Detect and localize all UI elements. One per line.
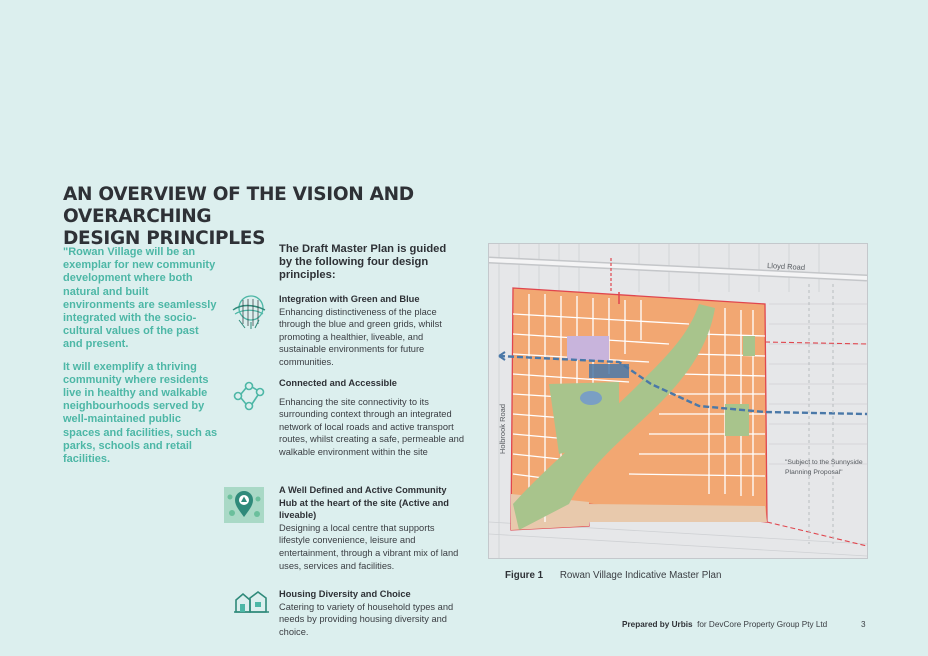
vision-quote (63, 246, 221, 475)
network-connection-icon (232, 380, 266, 412)
master-plan-figure (488, 243, 868, 559)
figure-number: Figure 1 (505, 570, 544, 581)
community-hub-pin-icon (224, 487, 264, 523)
principle-community-hub (279, 484, 464, 572)
page-footer (622, 620, 827, 629)
page-title-line-2: DESIGN PRINCIPLES (63, 228, 266, 249)
green-blue-integration-icon (229, 292, 269, 330)
principle-heading: A Well Defined and Active Community Hub at the heart of the site (Active and liveable) (279, 485, 449, 521)
vision-quote-paragraph-1: "Rowan Village will be an exemplar for new community development where both natural and built environments are seamlessly integrated with the socio-cultural values of the past and present. (63, 246, 217, 351)
prepared-by: Prepared by Urbis (622, 620, 693, 629)
principles-intro: The Draft Master Plan is guided by the following four design principles: (279, 243, 447, 282)
principle-connected (279, 377, 464, 459)
prepared-for: for DevCore Property Group Pty Ltd (697, 620, 828, 629)
planning-note-line-1: "Subject to the Sunnyside (785, 459, 863, 466)
holbrook-road-label: Holbrook Road (498, 403, 507, 454)
housing-icon (234, 590, 270, 614)
planning-note-line-2: Planning Proposal" (785, 469, 843, 476)
principle-body: Catering to variety of household types and needs by providing housing diversity and choice. (279, 601, 454, 637)
lloyd-road-label: Lloyd Road (766, 261, 806, 272)
principle-heading: Integration with Green and Blue (279, 294, 420, 304)
page-title (63, 184, 483, 250)
principle-body: Enhancing distinctiveness of the place through the blue and green grids, whilst promoting a healthier, liveable, and sustainable environments for future communities. (279, 306, 442, 367)
principle-heading: Connected and Accessible (279, 378, 397, 388)
principle-housing (279, 588, 464, 638)
master-plan-map (489, 244, 867, 558)
principle-heading: Housing Diversity and Choice (279, 589, 411, 599)
page-title-line-1: AN OVERVIEW OF THE VISION AND OVERARCHING (63, 184, 414, 227)
principle-body: Designing a local centre that supports lifestyle convenience, leisure and entertainment, through a vibrant mix of land uses, services and facilities. (279, 522, 459, 571)
figure-caption-text: Rowan Village Indicative Master Plan (559, 570, 722, 581)
page-number: 3 (861, 620, 866, 629)
vision-quote-paragraph-2: It will exemplify a thriving community where residents live in healthy and walkable neighbourhoods served by well-maintained public spaces and facilities, such as parks, schools and retail facilities. (63, 360, 218, 466)
principle-green-blue (279, 293, 464, 369)
principle-body: Enhancing the site connectivity to its surrounding context through an integrated network of local roads and active transport routes, whilst creating a safe, permeable and walkable environment within the site (279, 396, 465, 457)
figure-caption (505, 570, 721, 581)
